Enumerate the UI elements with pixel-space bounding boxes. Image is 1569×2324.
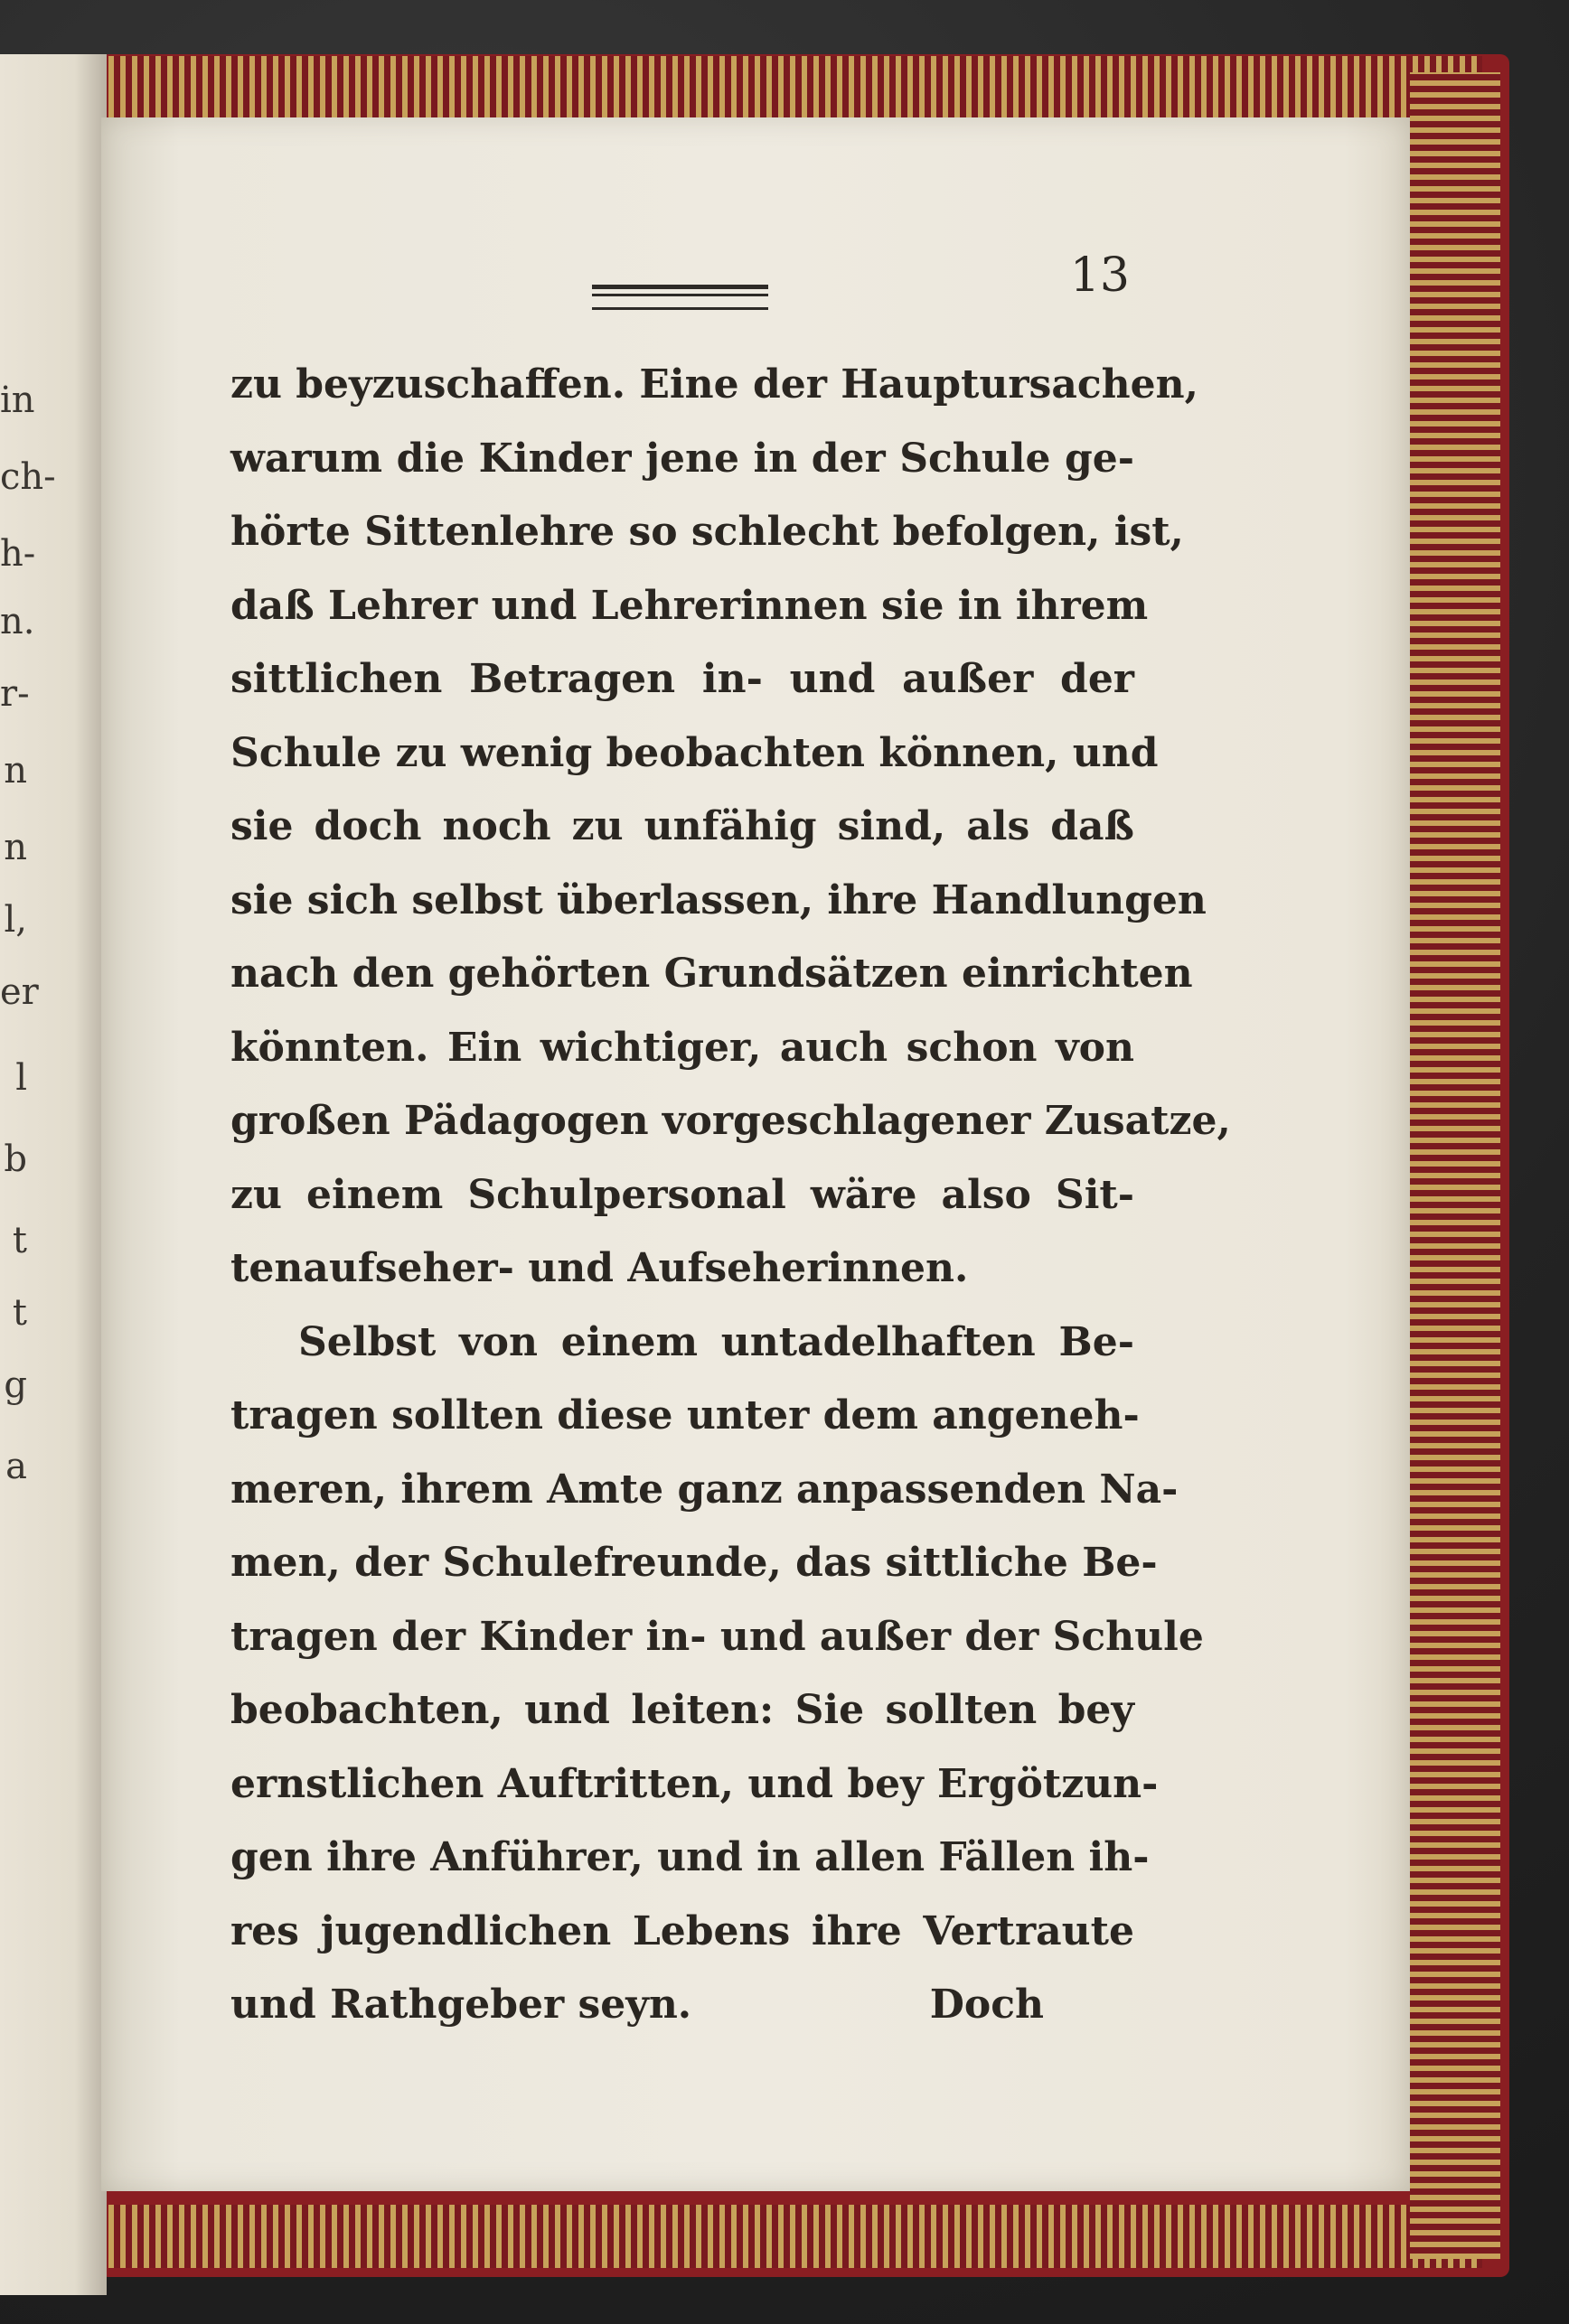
left-page-fragment: n xyxy=(4,750,27,792)
left-page-fragment: l xyxy=(15,1057,27,1099)
left-page-fragment: g xyxy=(4,1364,27,1406)
text-line: großen Pädagogen vorgeschlagener Zusatze, xyxy=(230,1098,1231,1144)
page-body-text xyxy=(230,348,1231,2042)
left-page-fragment: n. xyxy=(0,601,35,642)
left-page-fragment: l, xyxy=(4,899,27,941)
left-page-fragment: in xyxy=(0,380,35,421)
catchword: Doch xyxy=(929,1982,1044,2028)
gilt-edge-top xyxy=(108,56,1482,119)
text-line: zu einem Schulpersonal wäre also Sit- xyxy=(230,1171,1134,1218)
text-line: nach den gehörten Grundsätzen einrichten xyxy=(230,951,1193,997)
text-line: tenaufseher- und Aufseherinnen. xyxy=(230,1245,969,1291)
left-page-fragment: h- xyxy=(0,533,36,575)
left-page-fragment: a xyxy=(5,1446,27,1487)
text-line: Selbst von einem untadelhaften Be- xyxy=(298,1318,1134,1365)
left-page-fragment: er xyxy=(0,971,39,1013)
text-line: sie doch noch zu unfähig sind, als daß xyxy=(230,803,1134,849)
left-page-fragment: r- xyxy=(0,673,30,715)
text-line: zu beyzuschaffen. Eine der Hauptursachen, xyxy=(230,361,1198,408)
text-line: und Rathgeber seyn. xyxy=(230,1982,692,2028)
left-page-fragment: b xyxy=(4,1139,27,1180)
page-number: 13 xyxy=(1069,248,1130,303)
left-page-fragment: t xyxy=(12,1292,27,1334)
text-line: men, der Schulefreunde, das sittliche Be- xyxy=(230,1540,1158,1586)
left-page-fragment: t xyxy=(12,1220,27,1261)
text-line: gen ihre Anführer, und in allen Fällen ih- xyxy=(230,1834,1150,1880)
previous-page-edge xyxy=(0,54,107,2295)
header-ornament-rule xyxy=(592,285,768,310)
text-line: warum die Kinder jene in der Schule ge- xyxy=(230,435,1134,482)
text-line: sie sich selbst überlassen, ihre Handlungen xyxy=(230,876,1207,923)
gilt-edge-bottom xyxy=(108,2205,1482,2268)
text-line: hörte Sittenlehre so schlecht befolgen, ist, xyxy=(230,509,1184,555)
text-line: daß Lehrer und Lehrerinnen sie in ihrem xyxy=(230,582,1149,629)
left-page-fragment: ch- xyxy=(0,456,56,498)
text-line: tragen sollten diese unter dem angeneh- xyxy=(230,1392,1140,1438)
text-line: tragen der Kinder in- und außer der Schule xyxy=(230,1613,1204,1660)
gilt-edge-right xyxy=(1410,72,1500,2259)
left-page-fragment: n xyxy=(4,827,27,868)
text-line: res jugendlichen Lebens ihre Vertraute xyxy=(230,1907,1134,1954)
text-line: Schule zu wenig beobachten können, und xyxy=(230,729,1159,776)
text-line: beobachten, und leiten: Sie sollten bey xyxy=(230,1687,1134,1733)
text-line: sittlichen Betragen in- und außer der xyxy=(230,656,1134,702)
text-line: könnten. Ein wichtiger, auch schon von xyxy=(230,1024,1134,1071)
text-line-final xyxy=(230,1968,1134,2042)
text-line: ernstlichen Auftritten, und bey Ergötzun- xyxy=(230,1760,1159,1807)
text-line: meren, ihrem Amte ganz anpassenden Na- xyxy=(230,1466,1179,1513)
